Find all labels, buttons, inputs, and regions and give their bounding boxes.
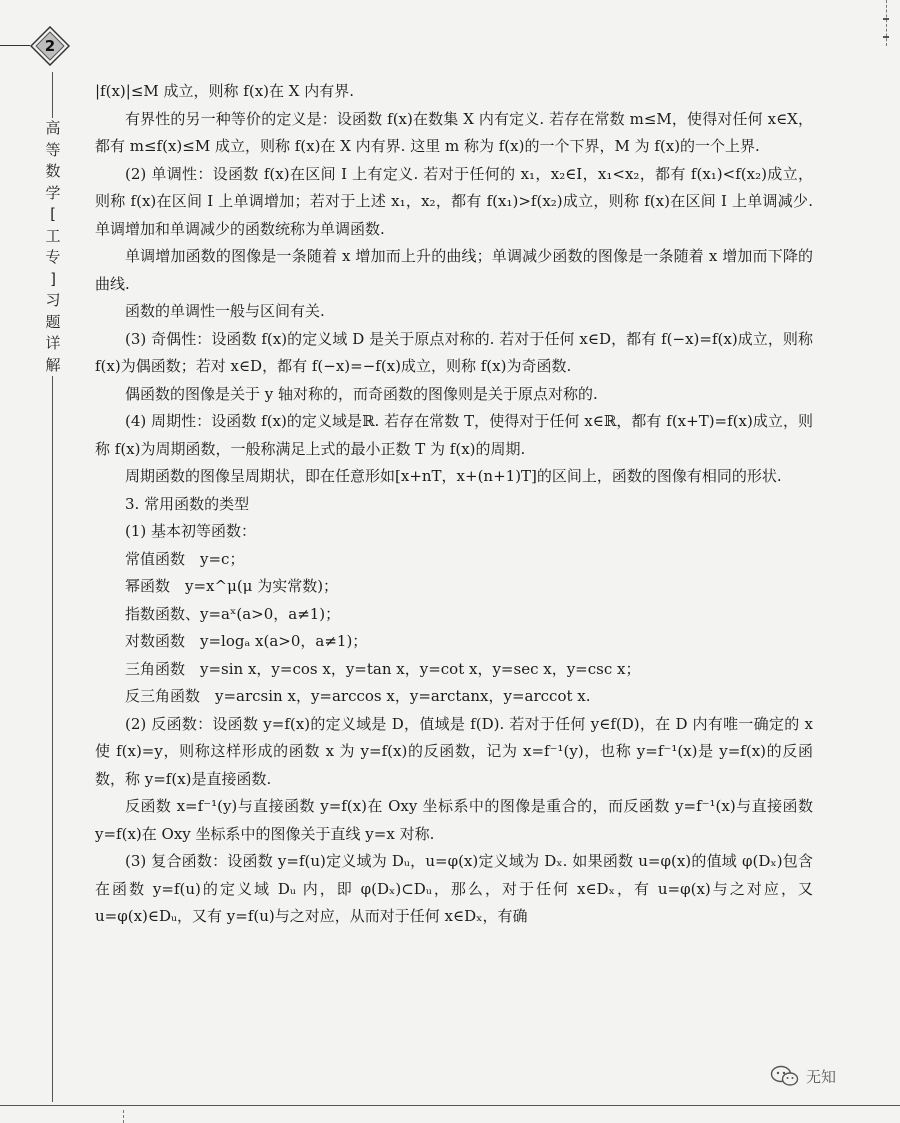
paragraph-periodic-graph: 周期函数的图像呈周期状，即在任意形如[x+nT，x+(n+1)T]的区间上，函数的图像有相同的形状. <box>125 467 782 485</box>
book-title-char: 工 <box>45 226 61 245</box>
paragraph-monotonicity: (2) 单调性：设函数 f(x)在区间 I 上有定义. 若对于任何的 x₁，x₂∈I，x₁<x₂，都有 f(x₁)<f(x₂)成立，则称 f(x)在区间 I 上单调增加；若对于上述 x₁，x₂，都有 f(x₁)>f(x₂)成立，则称 f(x)在区间 I 上单调减少. 单调增加和单调减少的函数统称为单调函数. <box>95 164 813 238</box>
page-number-badge <box>30 26 70 66</box>
function-type-power: 幂函数 y=x^μ(μ 为实常数)； <box>125 577 339 595</box>
paragraph-monotonic-graph: 单调增加函数的图像是一条随着 x 增加而上升的曲线；单调减少函数的图像是一条随着 x 增加而下降的曲线. <box>95 247 813 293</box>
book-title-char: 习 <box>45 291 61 309</box>
book-title-char: 数 <box>45 162 61 180</box>
binding-dot <box>883 18 889 20</box>
paragraph-boundedness-end: |f(x)|≤M 成立，则称 f(x)在 X 内有界. <box>95 82 354 100</box>
book-title-char: 专 <box>45 248 61 266</box>
footer-rule <box>0 1105 900 1106</box>
paragraph-inverse-graph: 反函数 x=f⁻¹(y)与直接函数 y=f(x)在 Oxy 坐标系中的图像是重合的，而反函数 y=f⁻¹(x)与直接函数 y=f(x)在 Oxy 坐标系中的图像关于直线 y=x 对称. <box>95 797 813 843</box>
watermark-text: 无知 <box>806 1067 837 1086</box>
paragraph-boundedness-alt: 有界性的另一种等价的定义是：设函数 f(x)在数集 X 内有定义. 若存在常数 m≤M，使得对任何 x∈X，都有 m≤f(x)≤M 成立，则称 f(x)在 X 内有界. 这里 m 称为 f(x)的一个下界，M 为 f(x)的一个上界. <box>95 109 813 155</box>
function-type-logarithmic: 对数函数 y=logₐ x(a>0，a≠1)； <box>125 632 368 650</box>
book-title-char: 详 <box>45 334 61 352</box>
book-title-char: 题 <box>45 312 61 331</box>
book-title-char: ] <box>50 269 56 288</box>
function-type-exponential: 指数函数、y=aˣ(a>0，a≠1)； <box>125 604 341 623</box>
paragraph-composite-function: (3) 复合函数：设函数 y=f(u)定义域为 Dᵤ，u=φ(x)定义域为 Dₓ. 如果函数 u=φ(x)的值域 φ(Dₓ)包含在函数 y=f(u)的定义域 Dᵤ 内，即 φ(Dₓ)⊂Dᵤ，那么，对于任何 x∈Dₓ，有 u=φ(x)与之对应，又 u=φ(x)∈Dᵤ，又有 y=f(u)与之对应，从而对于任何 x∈Dₓ，有确 <box>95 852 813 925</box>
paragraph-periodicity: (4) 周期性：设函数 f(x)的定义域是ℝ. 若存在常数 T，使得对于任何 x∈ℝ，都有 f(x+T)=f(x)成立，则称 f(x)为周期函数，一般称满足上式的最小正数 T 为 f(x)的周期. <box>95 412 813 458</box>
footer-tick <box>123 1110 124 1123</box>
book-title-char: [ <box>50 205 56 223</box>
subsection-heading: (1) 基本初等函数： <box>125 522 257 540</box>
page-body <box>95 78 813 931</box>
book-title-char: 学 <box>45 183 61 202</box>
binding-dot <box>883 36 889 38</box>
header-rule <box>0 45 30 46</box>
paragraph-monotonic-interval: 函数的单调性一般与区间有关. <box>125 302 325 320</box>
section-heading: 3. 常用函数的类型 <box>125 494 250 513</box>
function-type-inverse-trig: 反三角函数 y=arcsin x，y=arccos x，y=arctanx，y=arccot x. <box>125 687 591 705</box>
book-title-char: 等 <box>45 140 61 159</box>
book-title-vertical <box>42 118 64 376</box>
paragraph-parity: (3) 奇偶性：设函数 f(x)的定义域 D 是关于原点对称的. 若对于任何 x∈D，都有 f(−x)=f(x)成立，则称 f(x)为偶函数；若对 x∈D，都有 f(−x)=−f(x)成立，则称 f(x)为奇函数. <box>95 329 813 375</box>
watermark <box>770 1064 836 1088</box>
wechat-icon <box>770 1064 800 1088</box>
paragraph-inverse-function: (2) 反函数：设函数 y=f(x)的定义域是 D，值域是 f(D). 若对于任何 y∈f(D)，在 D 内有唯一确定的 x 使 f(x)=y，则称这样形成的函数 x 为 y=f(x)的反函数，记为 x=f⁻¹(y)，也称 y=f⁻¹(x)是 y=f(x)的反函数，称 y=f(x)是直接函数. <box>95 714 813 788</box>
page-number: 2 <box>44 37 56 55</box>
function-type-trigonometric: 三角函数 y=sin x，y=cos x，y=tan x，y=cot x，y=sec x，y=csc x； <box>125 659 641 678</box>
binding-edge-mark <box>886 0 887 46</box>
function-type-constant: 常值函数 y=c； <box>125 549 245 568</box>
paragraph-parity-graph: 偶函数的图像是关于 y 轴对称的，而奇函数的图像则是关于原点对称的. <box>125 384 598 403</box>
book-title-char: 解 <box>45 355 61 374</box>
book-title-char: 高 <box>45 119 61 137</box>
